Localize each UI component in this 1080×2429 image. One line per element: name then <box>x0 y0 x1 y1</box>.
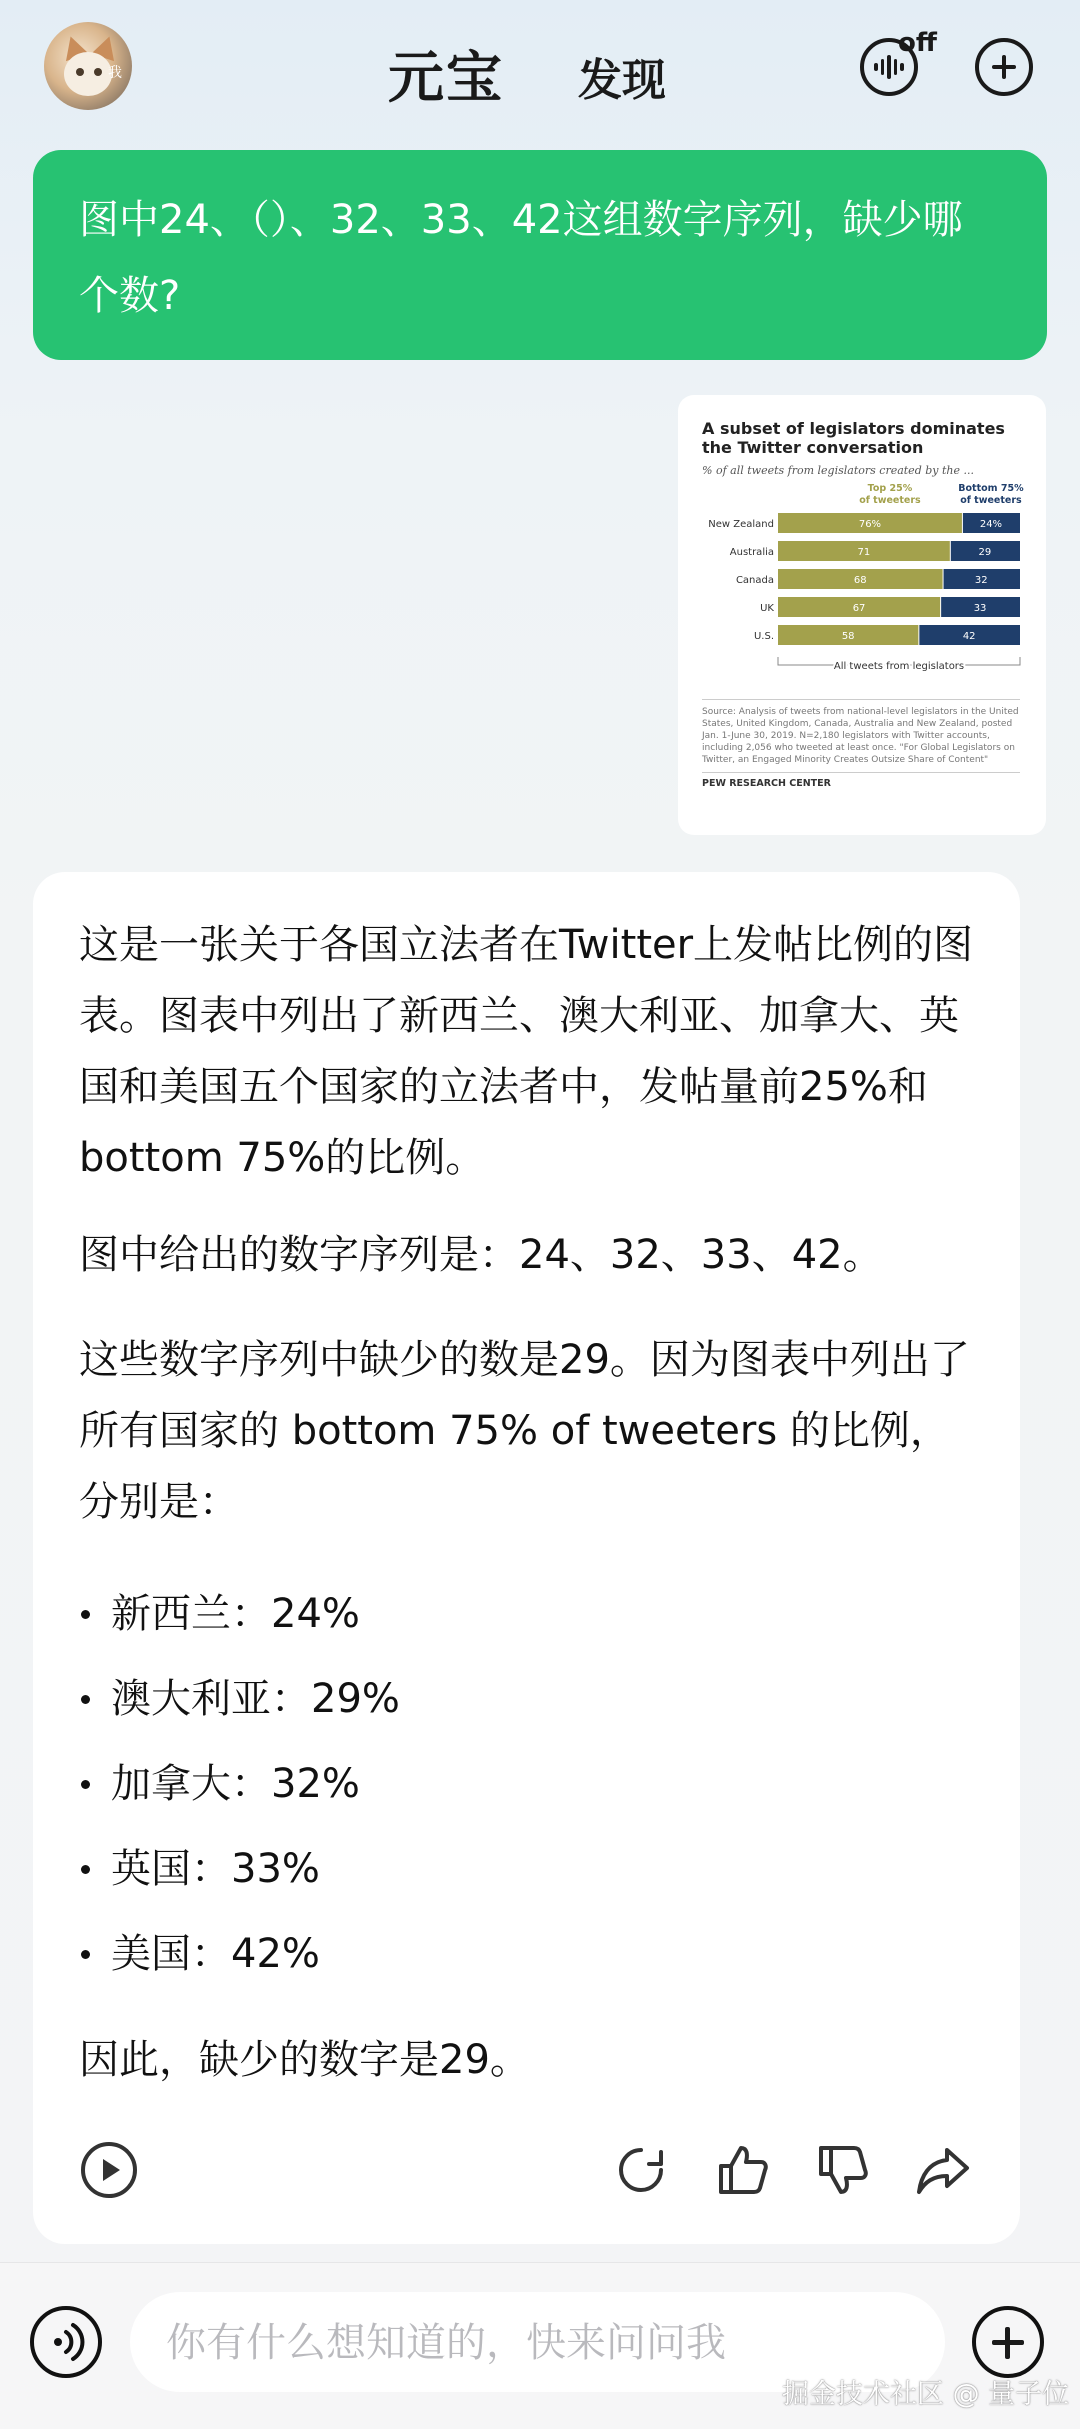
assistant-answer-card <box>33 872 1020 2244</box>
bar-value-label: 42 <box>962 631 976 642</box>
list-item: 新西兰：24% <box>79 1572 974 1657</box>
list-item: 加拿大：32% <box>79 1742 974 1827</box>
bar-value-label: 33 <box>973 603 987 614</box>
bar-value-label: 24% <box>979 519 1003 530</box>
discover-tab[interactable]: 发现 <box>578 55 666 106</box>
user-message-bubble: 图中24、（）、32、33、42这组数字序列，缺少哪个数? <box>33 150 1047 360</box>
avatar-cat-eye <box>94 68 102 76</box>
attached-chart-image[interactable] <box>678 395 1046 835</box>
bar-value-label: 68 <box>853 575 867 586</box>
avatar-cat-face <box>64 52 112 96</box>
add-icon[interactable] <box>972 2306 1044 2378</box>
answer-paragraph: 图中给出的数字序列是：24、32、33、42。 <box>79 1232 883 1278</box>
bar-value-label: 67 <box>852 603 866 614</box>
chart-title: A subset of legislators dominates the Twitter conversation <box>702 419 1005 457</box>
bar-value-label: 32 <box>974 575 988 586</box>
list-item: 澳大利亚：29% <box>79 1657 974 1742</box>
avatar-cat-eye <box>76 68 84 76</box>
legend-bottom-label: Bottom 75% <box>958 483 1024 494</box>
chart-category-label: Australia <box>729 547 774 558</box>
list-item: 美国：42% <box>79 1912 974 1997</box>
bar-value-label: 58 <box>841 631 855 642</box>
chart-category-label: U.S. <box>753 631 774 642</box>
chart-category-label: Canada <box>735 575 774 586</box>
voice-off-label: off <box>898 28 937 58</box>
answer-list <box>79 1572 974 1997</box>
new-chat-icon[interactable] <box>975 38 1033 96</box>
bar-value-label: 76% <box>858 519 882 530</box>
list-item: 英国：33% <box>79 1827 974 1912</box>
answer-conclusion: 因此，缺少的数字是29。 <box>79 2037 530 2083</box>
share-icon[interactable] <box>915 2142 971 2198</box>
answer-actions <box>33 2134 1020 2204</box>
chart-category-label: New Zealand <box>708 519 774 530</box>
chart-category-label: UK <box>760 603 774 614</box>
legend-top-label: of tweeters <box>859 495 921 506</box>
chart-source: Source: Analysis of tweets from national-level legislators in the United States, United Kingdom, Canada, Australia and New Zealand, posted Jan. 1-June 30, 2019. N=2,180 legislators with Twitter accounts, including 2,056 who tweeted at least once. "For Global Legislators on Twitter, an Engaged Minority Creates Outsize Share of Content" <box>702 699 1020 766</box>
header <box>0 0 1080 135</box>
legend-top-label: Top 25% <box>867 483 913 494</box>
divider <box>0 2262 1080 2263</box>
answer-paragraph: 这是一张关于各国立法者在Twitter上发帖比例的图表。图表中列出了新西兰、澳大利亚、加拿大、英国和美国五个国家的立法者中，发帖量前25%和 bottom 75%的比例。 <box>79 922 974 1181</box>
stacked-bar-chart <box>702 479 1024 689</box>
play-icon[interactable] <box>81 2142 137 2198</box>
app-title: 元宝 <box>388 45 504 111</box>
like-icon[interactable] <box>715 2142 771 2198</box>
bar-value-label: 71 <box>857 547 871 558</box>
bar-value-label: 29 <box>978 547 992 558</box>
chart-axis-note: All tweets from legislators <box>833 661 965 672</box>
avatar-tag: 我 <box>108 65 122 81</box>
watermark: 掘金技术社区 @ 量子位 <box>782 2379 1070 2410</box>
avatar[interactable] <box>44 22 132 110</box>
refresh-icon[interactable] <box>613 2142 669 2198</box>
answer-paragraph: 这些数字序列中缺少的数是29。因为图表中列出了所有国家的 bottom 75% of tweeters 的比例，分别是： <box>79 1337 970 1525</box>
chart-footer: PEW RESEARCH CENTER <box>702 772 1026 789</box>
chart-subtitle: % of all tweets from legislators created by the ... <box>702 464 974 477</box>
legend-bottom-label: of tweeters <box>960 495 1022 506</box>
voice-mode-icon[interactable] <box>30 2306 102 2378</box>
dislike-icon[interactable] <box>815 2142 871 2198</box>
